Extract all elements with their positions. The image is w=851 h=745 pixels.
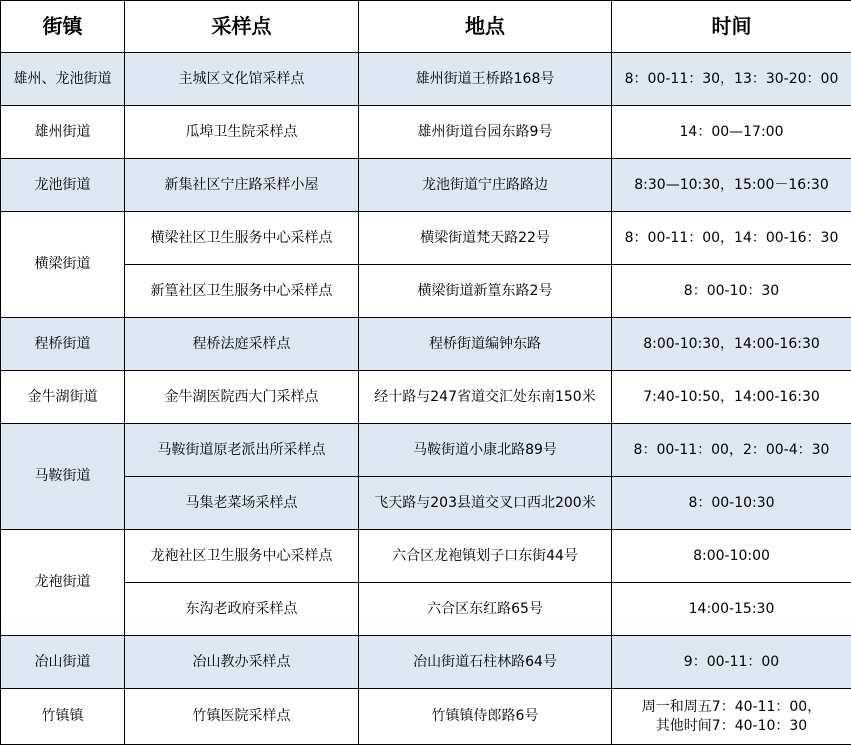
table-row [1,371,851,424]
site-cell: 马集老菜场采样点 [125,477,359,530]
town-cell: 雄州、龙池街道 [1,53,125,106]
site-cell: 竹镇医院采样点 [125,689,359,745]
address-cell: 龙池街道宁庄路路边 [359,159,612,212]
time-cell: 8：00-11：00，2：00-4：30 [612,424,851,477]
time-cell [612,689,851,745]
table-row [1,583,851,636]
time-cell: 8:30—10:30，15:00－16:30 [612,159,851,212]
town-cell: 竹镇镇 [1,689,125,745]
header-row [1,1,851,53]
table-row [1,53,851,106]
site-cell: 主城区文化馆采样点 [125,53,359,106]
site-cell: 程桥法庭采样点 [125,318,359,371]
address-cell: 横梁街道梵天路22号 [359,212,612,265]
site-cell: 冶山教办采样点 [125,636,359,689]
time-cell: 8:00-10:30，14:00-16:30 [612,318,851,371]
site-cell: 横梁社区卫生服务中心采样点 [125,212,359,265]
site-cell: 东沟老政府采样点 [125,583,359,636]
address-cell: 六合区龙袍镇划子口东街44号 [359,530,612,583]
site-cell: 新集社区宁庄路采样小屋 [125,159,359,212]
town-cell: 龙池街道 [1,159,125,212]
table-row [1,159,851,212]
address-cell: 冶山街道石柱林路64号 [359,636,612,689]
table-row [1,212,851,265]
site-cell: 金牛湖医院西大门采样点 [125,371,359,424]
time-cell: 7:40-10:50，14:00-16:30 [612,371,851,424]
address-cell: 六合区东红路65号 [359,583,612,636]
town-cell: 金牛湖街道 [1,371,125,424]
header-address: 地点 [359,1,612,53]
time-line: 其他时间7：40-10：30 [616,717,847,736]
town-cell: 冶山街道 [1,636,125,689]
time-cell: 8：00-10:30 [612,477,851,530]
time-cell: 9：00-11：00 [612,636,851,689]
town-cell: 龙袍街道 [1,530,125,636]
town-cell: 马鞍街道 [1,424,125,530]
table-row [1,477,851,530]
header-time: 时间 [612,1,851,53]
site-cell: 新篁社区卫生服务中心采样点 [125,265,359,318]
site-cell: 马鞍街道原老派出所采样点 [125,424,359,477]
time-cell: 14：00—17:00 [612,106,851,159]
town-cell: 雄州街道 [1,106,125,159]
town-cell: 横梁街道 [1,212,125,318]
table-row [1,689,851,745]
address-cell: 雄州街道王桥路168号 [359,53,612,106]
address-cell: 程桥街道编钟东路 [359,318,612,371]
header-town: 街镇 [1,1,125,53]
table-row [1,530,851,583]
site-cell: 瓜埠卫生院采样点 [125,106,359,159]
address-cell: 竹镇镇侍郎路6号 [359,689,612,745]
time-line: 周一和周五7：40-11：00， [616,698,847,717]
town-cell: 程桥街道 [1,318,125,371]
site-cell: 龙袍社区卫生服务中心采样点 [125,530,359,583]
address-cell: 飞天路与203县道交叉口西北200米 [359,477,612,530]
table-row [1,265,851,318]
address-cell: 横梁街道新篁东路2号 [359,265,612,318]
address-cell: 雄州街道台园东路9号 [359,106,612,159]
time-cell: 8:00-10:00 [612,530,851,583]
time-cell: 8：00-10：30 [612,265,851,318]
table-row [1,106,851,159]
header-site: 采样点 [125,1,359,53]
address-cell: 经十路与247省道交汇处东南150米 [359,371,612,424]
time-cell: 8：00-11：00，14：00-16：30 [612,212,851,265]
table-row [1,424,851,477]
table-row [1,636,851,689]
table-row [1,318,851,371]
time-cell: 14:00-15:30 [612,583,851,636]
time-cell: 8：00-11：30，13：30-20：00 [612,53,851,106]
address-cell: 马鞍街道小康北路89号 [359,424,612,477]
